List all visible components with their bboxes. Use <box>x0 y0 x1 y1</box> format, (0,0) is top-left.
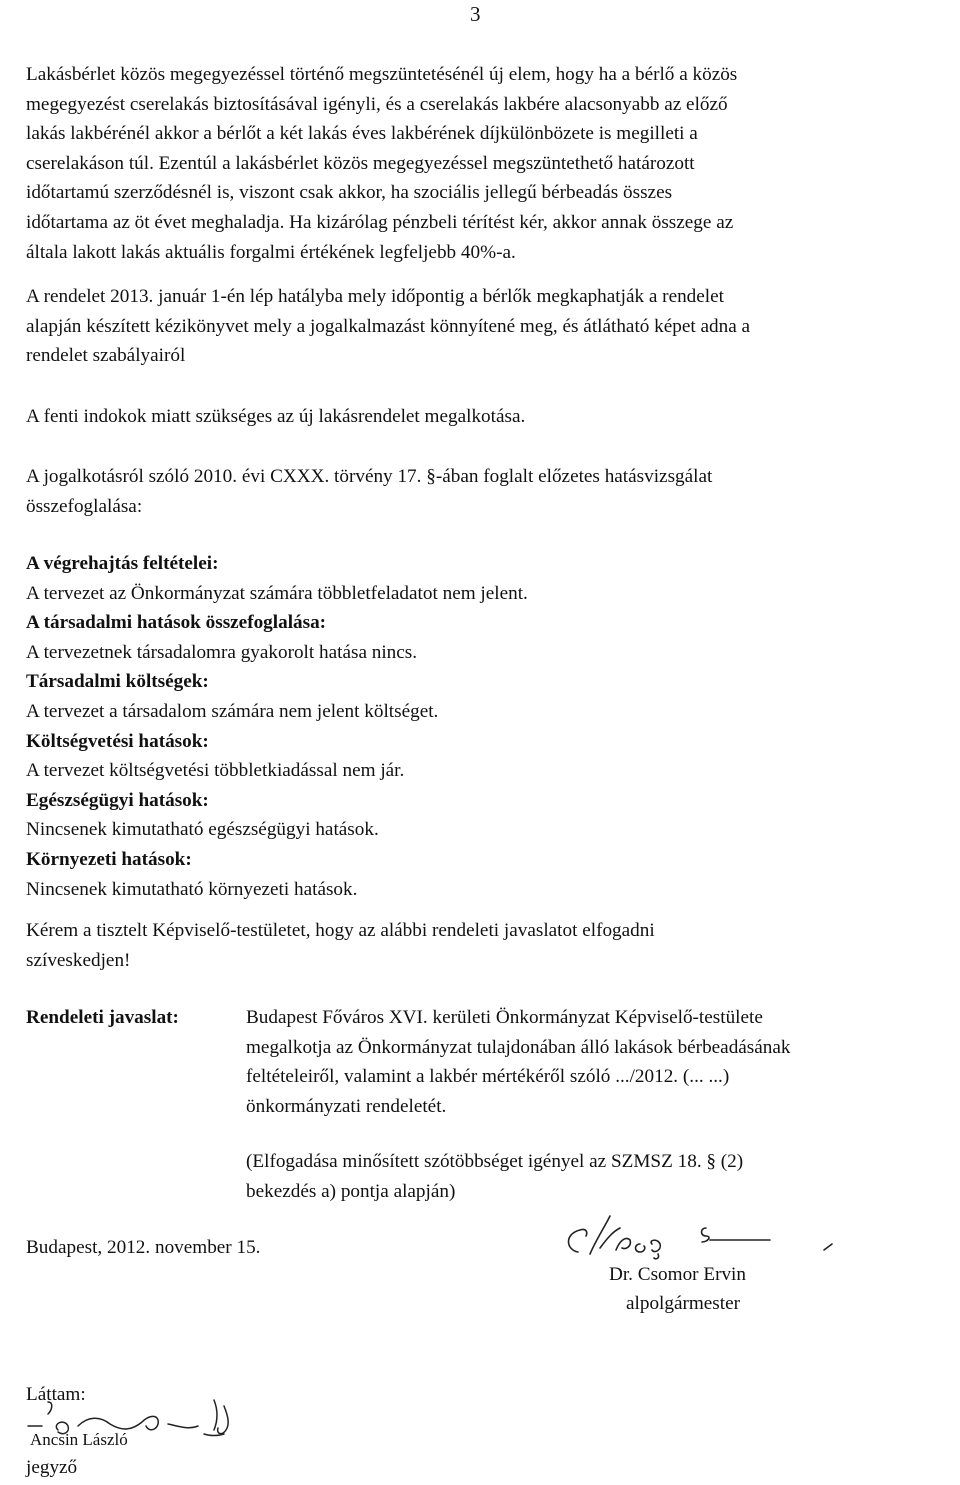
signer-title: alpolgármester <box>626 1293 741 1314</box>
intro-line: időtartamú szerződésnél is, viszont csak akkor, ha szociális jellegű bérbeadás összes <box>26 182 673 204</box>
signer-name: Dr. Csomor Ervin <box>609 1264 746 1285</box>
proposal-note <box>246 1147 954 1206</box>
decree-line: rendelet szabályairól <box>26 345 186 367</box>
impact-heading: A végrehajtás feltételei: <box>26 553 219 574</box>
note-line: (Elfogadása minősített szótöbbséget igényel az SZMSZ 18. § (2) <box>246 1151 744 1172</box>
notary-title: jegyző <box>26 1457 78 1478</box>
intro-line: lakás lakbérénél akkor a bérlőt a két lakás éves lakbérének díjkülönbözete is megilleti a <box>26 123 698 145</box>
intro-paragraph <box>26 60 954 267</box>
impact-text: A tervezet az Önkormányzat számára többletfeladatot nem jelent. <box>26 582 528 604</box>
seen-label: Láttam: <box>26 1384 86 1405</box>
impact-intro <box>26 462 954 521</box>
intro-line: általa lakott lakás aktuális forgalmi értékének legfeljebb 40%-a. <box>26 241 516 263</box>
impact-heading: A társadalmi hatások összefoglalása: <box>26 612 327 634</box>
reason-line: A fenti indokok miatt szükséges az új lakásrendelet megalkotása. <box>26 406 526 427</box>
impact-heading: Egészségügyi hatások: <box>26 789 209 811</box>
impact-list <box>26 549 954 904</box>
intro-line: megegyezést cserelakás biztosításával igényli, és a cserelakás lakbére alacsonyabb az előző <box>26 93 728 115</box>
impact-text: A tervezet a társadalom számára nem jelent költséget. <box>26 700 439 722</box>
proposal-label: Rendeleti javaslat: <box>26 1007 179 1028</box>
impact-text: Nincsenek kimutatható környezeti hatások. <box>26 878 358 900</box>
proposal-text <box>246 1003 954 1121</box>
request-paragraph <box>26 916 954 975</box>
proposal-line: Budapest Főváros XVI. kerületi Önkormányzat Képviselő-testülete <box>246 1007 763 1028</box>
note-line: bekezdés a) pontja alapján) <box>246 1180 456 1202</box>
page-number: 3 <box>470 2 481 26</box>
impact-intro-line: A jogalkotásról szóló 2010. évi CXXX. törvény 17. §-ában foglalt előzetes hatásvizsgálat <box>26 466 713 487</box>
request-line: Kérem a tisztelt Képviselő-testületet, hogy az alábbi rendeleti javaslatot elfogadni <box>26 920 655 941</box>
proposal-line: megalkotja az Önkormányzat tulajdonában álló lakások bérbeadásának <box>246 1036 791 1058</box>
impact-text: A tervezetnek társadalomra gyakorolt hatása nincs. <box>26 641 418 663</box>
proposal-line: önkormányzati rendeletét. <box>246 1095 447 1117</box>
notary-name: Ancsin László <box>30 1430 128 1449</box>
impact-text: Nincsenek kimutatható egészségügyi hatások. <box>26 819 379 841</box>
intro-line: cserelakáson túl. Ezentúl a lakásbérlet közös megegyezéssel megszüntethető határozott <box>26 152 695 174</box>
intro-line: időtartama az öt évet meghaladja. Ha kizárólag pénzbeli térítést kér, akkor annak összege az <box>26 211 734 233</box>
impact-intro-line: összefoglalása: <box>26 495 143 517</box>
impact-heading: Társadalmi költségek: <box>26 671 209 693</box>
request-line: szíveskedjen! <box>26 949 131 971</box>
decree-line: A rendelet 2013. január 1-én lép hatályba mely időpontig a bérlők megkaphatják a rendelet <box>26 286 724 307</box>
impact-text: A tervezet költségvetési többletkiadással nem jár. <box>26 760 405 782</box>
decree-line: alapján készített kézikönyvet mely a jogalkalmazást könnyítené meg, és átlátható képet adna a <box>26 315 751 337</box>
place-date: Budapest, 2012. november 15. <box>26 1237 261 1258</box>
impact-heading: Költségvetési hatások: <box>26 730 209 752</box>
impact-heading: Környezeti hatások: <box>26 848 192 870</box>
intro-line: Lakásbérlet közös megegyezéssel történő megszüntetésénél új elem, hogy ha a bérlő a közös <box>26 64 738 85</box>
proposal-line: feltételeiről, valamint a lakbér mértékéről szóló .../2012. (... ...) <box>246 1066 730 1088</box>
decree-paragraph <box>26 282 954 371</box>
